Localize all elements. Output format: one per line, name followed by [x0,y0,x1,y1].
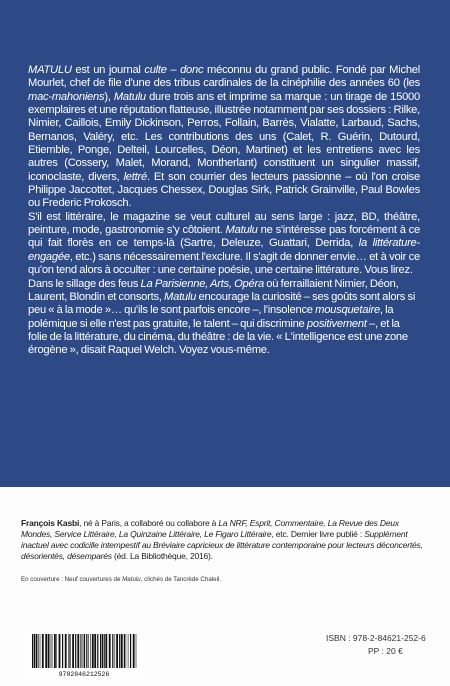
barcode-bar [83,634,84,668]
barcode-bar [32,634,33,668]
text: encourage la curiosité – ses goûts sont alors si peu « à la mode »… qu'ils le sont parfois encore –, l'insolence [28,290,416,317]
blurb-text [28,64,420,358]
text: , clichés de Tancrède Chaleil. [140,576,222,583]
blurb-paragraph-2 [28,211,420,278]
text-italic: Supplément inactuel avec codicille intempestif au Bréviaire capricieux de littérature contemporaine pour lecteurs déconcertés, désorientés, désemparés [21,529,423,561]
text-italic: Matulu [164,290,197,303]
text: Dans le sillage des feus [28,277,141,290]
barcode-bar [92,634,94,668]
text-italic: MATULU [28,64,72,76]
text-italic: Matulu [225,224,258,237]
barcode-bar [45,634,47,668]
text: , la polémique si elle n'est pas gratuite, le talent – qui discrimine [28,304,394,330]
barcode-bar [65,634,67,668]
text: ne s'intéresse pas forcément à ce qui fait florès en ce temps-là (Sartre, Deleuze, Guattari, Derrida, [28,224,420,250]
barcode-bar [115,634,116,668]
blurb-paragraph-3 [28,278,420,358]
barcode-bar [100,634,101,668]
barcode-bar [40,634,41,668]
blurb-paragraph-1 [28,64,420,211]
text-italic: La Parisienne, Arts, Opéra [140,277,264,290]
barcode-bar [94,634,96,668]
barcode-bar [34,634,35,668]
cover-credit [21,576,421,584]
barcode-bar [59,634,61,668]
barcode-bar [102,634,103,668]
barcode-bar [82,634,83,668]
isbn: ISBN : 978-2-84621-252-6 [326,633,426,643]
text-italic: mac-mahoniens [28,90,105,103]
barcode-bar [88,634,89,668]
text-italic: La NRF, Esprit, Commentaire, La Revue des Deux Mondes, Service Littéraire, La Quinzaine Littéraire, Le Figaro Littéraire [21,518,399,539]
text-italic: Matulu [113,90,146,103]
author-name: François Kasbi [21,518,80,528]
barcode-bar [62,634,63,668]
barcode-bar [56,634,57,668]
barcode-bar [130,634,131,668]
barcode-bar [104,634,105,668]
text-italic: mousquetaire [315,304,380,317]
barcode-bar [97,634,98,668]
price: PP : 20 € [368,646,403,656]
barcode-number: 9782846212526 [58,671,110,678]
text: ), [104,90,114,103]
barcode-bar [68,634,69,668]
text: En couverture : Neuf couvertures de [21,576,123,583]
text: méconnu du grand public. Fondé par Michel Mourlet, chef de file d'une des tribus cardinales de la cinéphilie des années 60 (les [28,64,420,90]
text: dure trois ans et imprime sa marque : un tirage de 15000 exemplaires et une réputation flatteuse, illustrée notamment par ses dossiers : Rilke, Nimier, Caillois, Emily Dickinson, Perros, Follain, Barrès, Vialatte, Larbaud, Sachs, Bernanos, Valéry, etc. Les contributions des uns (Calet, R. Guérin, Dutourd, Etiemble, Ponge, Delteil, Lourcelles, Déon, Martinet) et les entretiens avec les autres (Cossery, Malet, Morand, Montherlant) constituent un singulier massif, iconoclaste, divers, [28,90,420,183]
barcode-bar [72,634,74,668]
barcode-bar [109,634,111,668]
text: , né à Paris, a collaboré ou collabore à [79,518,219,528]
barcode-bar [52,634,53,668]
text: , etc. Dernier livre publié : [271,529,365,539]
barcode-bar [116,634,118,668]
barcode-bar [133,634,135,668]
barcode-bar [75,634,76,668]
barcode-bar [36,634,38,668]
barcode-bar [51,634,52,668]
barcode-bar [77,634,79,668]
barcode-bar [54,634,56,668]
text: est un journal [71,64,145,76]
text-italic: culte – donc [144,64,204,76]
barcode-bar [121,634,123,668]
text: –, et la folie de la littérature, du cinéma, du théâtre : de la vie. « L'intelligence est une zone érogène », disait Raquel Welch. Voyez vous-même. [28,317,408,357]
barcode-bar [69,634,70,668]
text: , etc.) sans nécessairement l'exclure. Il s'agit de donner envie… et à voir ce qu'on tend alors à occulter : une certaine poésie, une certaine littérature. Vous lirez. [28,250,420,277]
barcode [28,632,140,678]
barcode-bar [126,634,127,668]
text: (éd. La Bibliothèque, 2016). [111,551,213,561]
text-italic: lettré [123,170,147,183]
author-bio [21,518,429,562]
barcode-bar [90,634,91,668]
barcode-bar [80,634,81,668]
barcode-bar [86,634,87,668]
barcode-bar [42,634,44,668]
barcode-bar [48,634,50,668]
barcode-bar [112,634,113,668]
barcode-bar [119,634,120,668]
barcode-bar [136,634,137,668]
text-italic: positivement [306,317,367,330]
text-italic: la littérature-engagée [28,237,420,263]
barcode-bar [84,634,85,668]
barcode-graphic [28,632,140,678]
text: . Et son courrier des lecteurs passionne – où l'on croise Philippe Jaccottet, Jacques Chessex, Douglas Sirk, Patrick Grainville, Paul Bowles ou Frederic Prokosch. [28,170,420,210]
barcode-bar [128,634,129,668]
text-italic: Matulu [122,576,141,583]
barcode-bar [124,634,125,668]
barcode-bar [105,634,107,668]
text: S'il est littéraire, le magazine se veut culturel au sens large : jazz, BD, théâtre, peinture, mode, gastronomie s'y côtoient. [28,210,420,237]
barcode-bar [38,634,39,668]
text: où ferraillaient Nimier, Déon, Laurent, Blondin et consorts, [28,277,399,303]
